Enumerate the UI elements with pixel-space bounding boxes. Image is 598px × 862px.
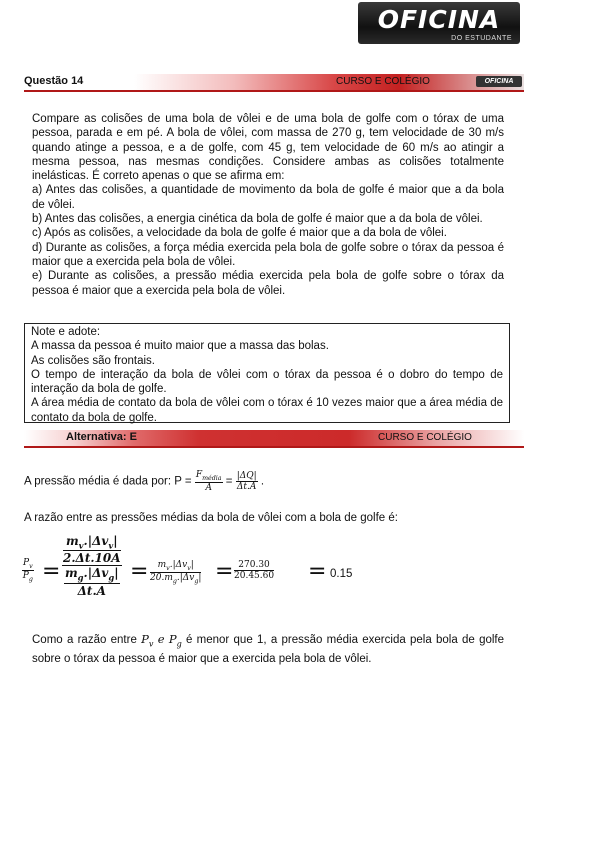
numeric-fraction: [234, 560, 274, 581]
area-symbol: A: [205, 482, 212, 493]
dvv-sub: v: [108, 540, 114, 551]
note-line: O tempo de interação da bola de vôlei com o tórax da pessoa é o dobro do tempo de interação da bola de golfe.: [31, 368, 503, 396]
volley-fraction: [63, 534, 121, 565]
question-statement: Compare as colisões de uma bola de vôlei e de uma bola de golfe com o tórax de uma pessoa, parada e em pé. A bola de vôlei, com massa de 270 g, tem velocidade de 30 m/s quando atinge a pessoa, e a de golfe, com 45 g, tem velocidade de 60 m/s ao atingir a mesma pessoa, nas mesmas condições. Considere ambas as colisões totalmente inelásticas. É correto apenas o que se afirma em:: [32, 113, 504, 183]
conclusion-end: é menor que 1, a pressão média exercida pela bola de golfe sobre o tórax da pessoa é maior que a exercida pela bola de vôlei.: [32, 634, 505, 665]
ratio-intro: A razão entre as pressões médias da bola de vôlei com a bola de golfe é:: [24, 512, 398, 524]
dvg: .|Δv: [176, 572, 195, 583]
equals-sign: =: [130, 559, 149, 584]
pg-sub: g: [176, 639, 182, 649]
force-subscript: média: [202, 474, 222, 482]
pg-symbol: P: [22, 570, 29, 581]
equals-sign: =: [215, 559, 234, 584]
pressure-definition: [24, 470, 264, 493]
conclusion-start: Como a razão entre: [32, 634, 137, 646]
answer-label: Alternativa: E: [66, 431, 137, 443]
equals-sign: =: [42, 559, 61, 584]
golf-fraction: [64, 566, 120, 597]
volley-denominator: 2.Δt.10A: [63, 551, 121, 566]
numeric-numerator: 270.30: [234, 560, 274, 571]
dvg: .|Δv: [83, 566, 109, 581]
golf-denominator: Δt.A: [77, 583, 106, 598]
dvv: .|Δv: [83, 534, 109, 548]
brand-tagline: DO ESTUDANTE: [451, 35, 512, 42]
simplified-fraction: [150, 560, 201, 585]
option-c: c) Após as colisões, a velocidade da bola de golfe é maior que a da bola de vôlei.: [32, 227, 447, 240]
period: .: [260, 475, 265, 488]
mv: m: [157, 560, 167, 570]
mini-logo: OFICINA: [476, 76, 522, 87]
mv-sub: v: [78, 540, 84, 551]
mg-sub: g: [77, 572, 84, 583]
mv: m: [65, 534, 79, 548]
pv-sub: v: [29, 562, 33, 570]
pv-over-pg: [22, 558, 34, 583]
note-title: Note e adote:: [31, 326, 101, 338]
numeric-denominator: 20.45.60: [234, 571, 275, 581]
option-e: e) Durante as colisões, a pressão média exercida pela bola de golfe sobre o tórax da pessoa é maior que a exercida pela bola de vôlei.: [32, 270, 504, 297]
note-line: A massa da pessoa é muito maior que a massa das bolas.: [31, 340, 329, 353]
answer-course-label: CURSO E COLÉGIO: [378, 432, 472, 443]
course-label: CURSO E COLÉGIO: [336, 76, 430, 87]
impulse-over-time-area: [236, 471, 258, 492]
answer-header-bar: [24, 430, 524, 448]
delta-q: |ΔQ|: [236, 470, 257, 481]
mg: m: [64, 566, 78, 581]
pg-sub: g: [28, 575, 33, 583]
dvv-sub: v: [187, 564, 191, 572]
note-line: As colisões são frontais.: [31, 354, 156, 367]
option-d: d) Durante as colisões, a força média exercida pela bola de golfe sobre o tórax da pessoa é maior que a exercida pela bola de vôlei.: [32, 241, 504, 268]
option-b: b) Antes das colisões, a energia cinética da bola de golfe é maior que a da bola de vôlei.: [32, 213, 483, 226]
compound-fraction: [62, 534, 122, 598]
equals-sign: =: [308, 559, 327, 584]
brand-logo: [358, 2, 520, 44]
dvg-sub: g: [194, 577, 199, 585]
force-symbol: F: [195, 470, 203, 480]
dvv: .|Δv: [169, 560, 188, 570]
mg-20: 20.m: [150, 572, 173, 583]
pv-sub: v: [148, 639, 154, 649]
conclusion: [32, 632, 504, 666]
abs-close: |: [113, 534, 118, 548]
option-a: a) Antes das colisões, a quantidade de movimento da bola de golfe é maior que a da bola de vôlei.: [32, 184, 504, 211]
delta-t-area: Δt.A: [236, 481, 257, 492]
pv-symbol: P: [141, 632, 149, 646]
abs-close: |: [114, 566, 119, 581]
brand-name: OFICINA: [377, 5, 501, 34]
pv-symbol: P: [23, 558, 30, 568]
dvg-sub: g: [108, 572, 115, 583]
abs-close: |: [190, 560, 194, 570]
pressure-intro: A pressão média é dada por: P =: [24, 475, 192, 488]
note-box: [24, 323, 510, 423]
force-over-area: [195, 470, 223, 493]
mv-sub: v: [166, 564, 170, 572]
conjunction: e: [157, 632, 165, 646]
mg-sub: g: [172, 577, 177, 585]
ratio-result: 0.15: [330, 568, 353, 580]
abs-close: |: [198, 572, 202, 583]
question-text: [32, 112, 504, 298]
note-line: A área média de contato da bola de vôlei com o tórax é 10 vezes maior que a área média de contato da bola de golfe.: [31, 397, 503, 424]
ratio-equation: [22, 534, 352, 614]
question-header-bar: [24, 74, 524, 92]
pg-symbol: P: [168, 632, 177, 646]
equals-sign: =: [225, 475, 233, 488]
question-label: Questão 14: [24, 75, 84, 87]
